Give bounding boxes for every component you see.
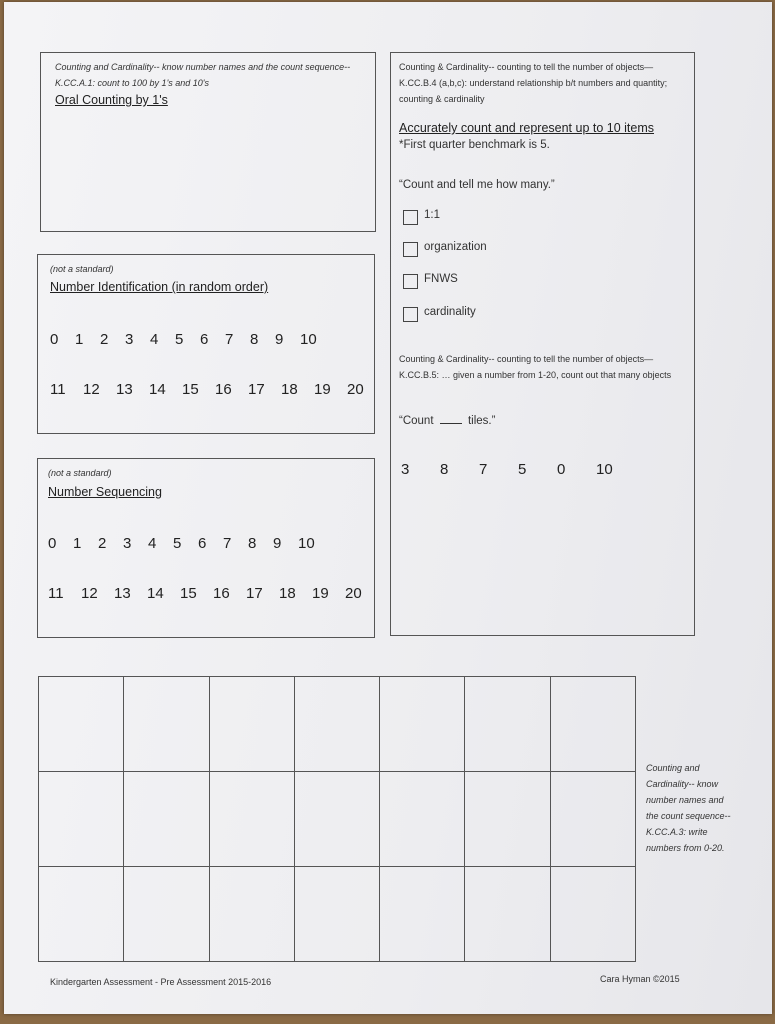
grid-cell[interactable]	[294, 867, 379, 962]
number-identification-row-1	[50, 331, 325, 348]
number-sequencing-note: (not a standard)	[48, 468, 112, 478]
number-9: 9	[273, 535, 282, 552]
tile-number: 10	[596, 461, 613, 478]
footer-title: Kindergarten Assessment - Pre Assessment 2015-2016	[50, 977, 272, 987]
number-7: 7	[225, 331, 234, 348]
checkbox-square[interactable]	[403, 210, 418, 225]
grid-cell[interactable]	[209, 867, 294, 962]
number-10: 10	[298, 535, 315, 552]
grid-cell[interactable]	[550, 677, 635, 772]
grid-cell[interactable]	[209, 772, 294, 867]
tile-number: 3	[401, 461, 410, 478]
write-numbers-grid	[38, 676, 636, 962]
number-6: 6	[198, 535, 207, 552]
number-2: 2	[100, 331, 109, 348]
number-sequencing-title: Number Sequencing	[48, 485, 162, 499]
number-identification-box	[37, 254, 375, 434]
checkbox-label: cardinality	[424, 306, 476, 318]
number-19: 19	[312, 585, 329, 602]
count-tiles-prefix: “Count	[399, 415, 434, 427]
checkbox-label: 1:1	[424, 209, 440, 221]
number-3: 3	[125, 331, 134, 348]
grid-cell[interactable]	[465, 772, 550, 867]
number-17: 17	[248, 381, 265, 398]
grid-cell[interactable]	[380, 772, 465, 867]
number-identification-row-2	[50, 381, 380, 398]
oral-counting-standard: Counting and Cardinality-- know number names and the count sequence-- K.CC.A.1: count to 100 by 1's and 10's	[55, 62, 351, 88]
grid-cell[interactable]	[465, 677, 550, 772]
checkbox-fnws[interactable]	[403, 269, 458, 289]
number-17: 17	[246, 585, 263, 602]
grid-cell[interactable]	[124, 867, 209, 962]
grid-cell[interactable]	[380, 867, 465, 962]
checkbox-square[interactable]	[403, 274, 418, 289]
number-8: 8	[250, 331, 259, 348]
number-2: 2	[98, 535, 107, 552]
number-18: 18	[279, 585, 296, 602]
grid-cell[interactable]	[124, 677, 209, 772]
checkbox-square[interactable]	[403, 307, 418, 322]
number-14: 14	[149, 381, 166, 398]
grid-cell[interactable]	[465, 867, 550, 962]
number-4: 4	[150, 331, 159, 348]
number-0: 0	[48, 535, 57, 552]
number-11: 11	[48, 585, 64, 602]
number-16: 16	[213, 585, 230, 602]
number-sequencing-row-1	[48, 535, 323, 552]
grid-cell[interactable]	[380, 677, 465, 772]
grid-cell[interactable]	[209, 677, 294, 772]
oral-counting-title: Oral Counting by 1's	[55, 93, 168, 107]
counting-cardinality-box	[390, 52, 695, 636]
tile-number: 0	[557, 461, 566, 478]
checkbox-square[interactable]	[403, 242, 418, 257]
number-8: 8	[248, 535, 257, 552]
number-18: 18	[281, 381, 298, 398]
footer-author: Cara Hyman ©2015	[600, 974, 680, 984]
number-13: 13	[114, 585, 131, 602]
benchmark-note: *First quarter benchmark is 5.	[399, 139, 550, 151]
number-11: 11	[50, 381, 66, 398]
number-1: 1	[75, 331, 84, 348]
grid-row	[39, 867, 636, 962]
number-16: 16	[215, 381, 232, 398]
assessment-page	[4, 2, 772, 1014]
number-14: 14	[147, 585, 164, 602]
oral-counting-box	[40, 52, 376, 232]
number-7: 7	[223, 535, 232, 552]
number-sequencing-box	[37, 458, 375, 638]
grid-row	[39, 772, 636, 867]
checkbox-label: organization	[424, 241, 487, 253]
number-15: 15	[180, 585, 197, 602]
number-12: 12	[81, 585, 98, 602]
count-tiles-prompt	[399, 415, 495, 427]
number-1: 1	[73, 535, 82, 552]
number-6: 6	[200, 331, 209, 348]
number-20: 20	[347, 381, 364, 398]
grid-cell[interactable]	[39, 772, 124, 867]
count-prompt: “Count and tell me how many.”	[399, 179, 555, 191]
count-out-standard: Counting & Cardinality-- counting to tell the number of objects—K.CC.B.5: … given a number from 1-20, count out that many objects	[399, 354, 672, 380]
tile-number: 8	[440, 461, 449, 478]
number-identification-note: (not a standard)	[50, 264, 114, 274]
count-tiles-blank	[440, 423, 462, 424]
grid-cell[interactable]	[124, 772, 209, 867]
number-0: 0	[50, 331, 59, 348]
grid-cell[interactable]	[550, 867, 635, 962]
number-5: 5	[173, 535, 182, 552]
number-9: 9	[275, 331, 284, 348]
checkbox-organization[interactable]	[403, 237, 487, 257]
grid-cell[interactable]	[294, 772, 379, 867]
grid-row	[39, 677, 636, 772]
grid-cell[interactable]	[550, 772, 635, 867]
checkbox-label: FNWS	[424, 273, 458, 285]
number-20: 20	[345, 585, 362, 602]
tile-numbers-row	[401, 461, 635, 478]
number-identification-title: Number Identification (in random order)	[50, 280, 269, 294]
number-sequencing-row-2	[48, 585, 378, 602]
grid-cell[interactable]	[294, 677, 379, 772]
counting-quantity-standard: Counting & Cardinality-- counting to tell the number of objects—K.CC.B.4 (a,b,c): understand relationship b/t numbers and quantity; counting & cardinality	[399, 62, 668, 104]
number-4: 4	[148, 535, 157, 552]
grid-cell[interactable]	[39, 677, 124, 772]
checkbox-one-to-one[interactable]	[403, 205, 440, 225]
write-numbers-standard: Counting and Cardinality-- know number names and the count sequence-- K.CC.A.3: write numbers from 0-20.	[646, 763, 731, 853]
number-5: 5	[175, 331, 184, 348]
number-15: 15	[182, 381, 199, 398]
number-10: 10	[300, 331, 317, 348]
tile-number: 7	[479, 461, 488, 478]
number-19: 19	[314, 381, 331, 398]
tile-number: 5	[518, 461, 527, 478]
checkbox-cardinality[interactable]	[403, 302, 476, 322]
number-3: 3	[123, 535, 132, 552]
number-12: 12	[83, 381, 100, 398]
number-13: 13	[116, 381, 133, 398]
count-tiles-suffix: tiles.”	[467, 415, 496, 427]
count-represent-title: Accurately count and represent up to 10 items	[399, 121, 655, 135]
grid-cell[interactable]	[39, 867, 124, 962]
